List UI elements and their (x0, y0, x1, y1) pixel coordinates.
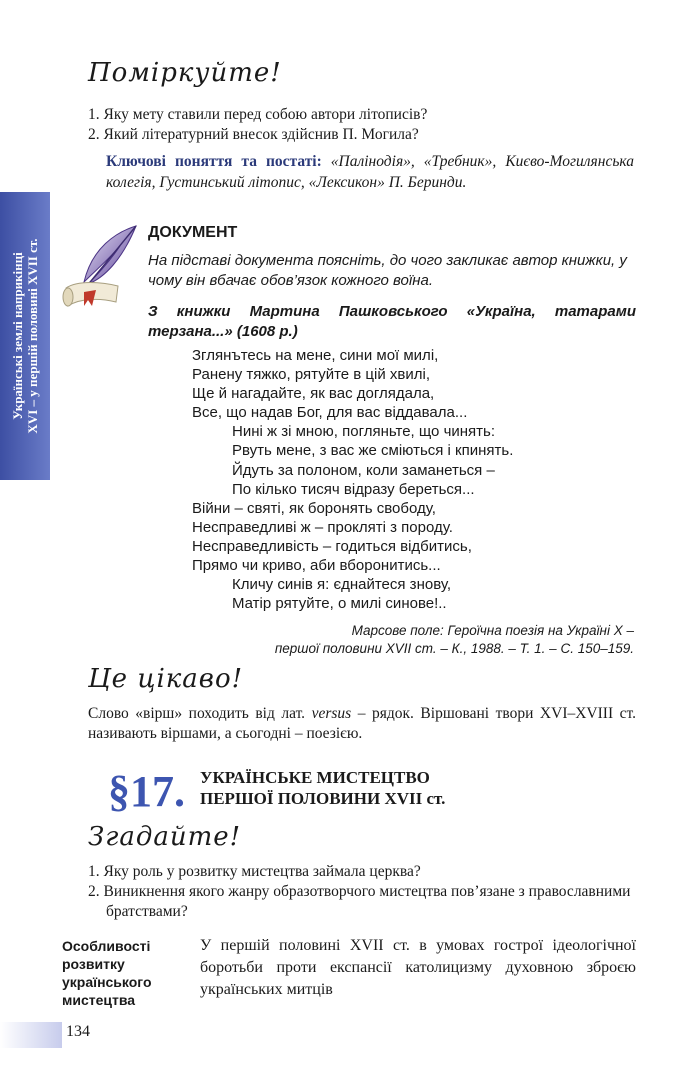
poem-line: Ще й нагадайте, як вас доглядала, (192, 385, 435, 403)
body-paragraph: У першій половині XVII ст. в умовах гострої ідеологічної боротьби проти експансії католицизму духовною зброєю українських митців (200, 937, 636, 998)
recall-question: 2. Виникнення якого жанру образотворчого мистецтва пов’язане з православними братствами? (88, 883, 631, 920)
poem-line: Ранену тяжко, рятуйте в цій хвилі, (192, 366, 430, 384)
recall-heading: Згадайте! (88, 822, 242, 852)
poem-line: По кілько тисяч відразу береться... (232, 480, 475, 498)
margin-note-line: мистецтва (62, 992, 136, 1008)
poem-line: Зглянътесь на мене, сини мої милі, (192, 347, 439, 364)
poem-line: Йдуть за полоном, коли заманеться – (232, 461, 495, 479)
margin-note (62, 937, 182, 1009)
citation-line: Марсове поле: Героїчна поезія на Україні X – (351, 623, 634, 638)
chapter-sidebar-line1: Українські землі наприкінці (10, 252, 25, 420)
poem-line: Прямо чи криво, аби вборонитись... (192, 557, 441, 575)
latin-word: versus (311, 705, 352, 722)
chapter-sidebar-line2: XVI – у першій половині XVII ст. (25, 238, 40, 434)
think-heading: Поміркуйте! (88, 58, 282, 88)
document-title: ДОКУМЕНТ (148, 224, 238, 241)
poem-line: Все, що надав Бог, для вас віддавала... (192, 404, 468, 422)
document-source: З книжки Мартина Пашковського «Україна, татарами терзана...» (1608 р.) (148, 303, 636, 340)
think-questions (88, 105, 648, 145)
citation-line: першої половини XVII ст. – К., 1988. – Т. 1. – С. 150–159. (274, 641, 634, 656)
poem-line: Рвуть мене, з вас же сміються і кпинять. (232, 442, 514, 460)
section-title-line: ПЕРШОЇ ПОЛОВИНИ XVII ст. (200, 789, 446, 808)
page-number: 134 (66, 1023, 90, 1040)
interesting-text-before: Слово «вірш» походить від лат. (88, 705, 312, 722)
think-question: 2. Який літературний внесок здійснив П. Могила? (88, 126, 419, 143)
poem (192, 346, 632, 613)
key-concepts-text: «Палінодія», «Требник», Києво-Могилянська колегія, Густинський літопис, «Лексикон» П. Беринди. (106, 153, 634, 191)
poem-line: Кличу синів я: єднайтеся знову, (232, 576, 451, 594)
interesting-text-after: – рядок. Віршовані твори XVI–XVIII ст. називають віршами, а сьогодні – поезією. (88, 705, 636, 742)
think-question: 1. Яку мету ставили перед собою автори літописів? (88, 106, 428, 123)
poem-line: Несправедливі ж – прокляті з породу. (192, 518, 453, 536)
interesting-text (88, 704, 636, 744)
key-concepts (106, 151, 634, 193)
section-number: §17. (108, 767, 185, 816)
key-concepts-label: Ключові поняття та постаті: (106, 153, 322, 170)
interesting-heading: Це цікаво! (88, 664, 244, 694)
section-title (200, 767, 620, 809)
margin-note-line: Особливості (62, 938, 151, 954)
quill-scroll-icon (58, 222, 142, 314)
poem-line: Матір рятуйте, о милі синове!.. (232, 595, 447, 613)
section-title-line: УКРАЇНСЬКЕ МИСТЕЦТВО (200, 768, 430, 787)
document-citation (170, 622, 634, 658)
document-task: На підставі документа поясніть, до чого закликає автор книжки, у чому він вбачає обов’язок кожного воїна. (148, 252, 627, 289)
margin-note-line: українського (62, 974, 152, 990)
page-number-bar (0, 1022, 62, 1048)
recall-question: 1. Яку роль у розвитку мистецтва займала церква? (88, 863, 421, 880)
poem-line: Війни – святі, як боронять свободу, (192, 499, 436, 517)
chapter-sidebar-text (10, 196, 40, 476)
chapter-sidebar (0, 192, 50, 480)
poem-line: Несправедливість – годиться відбитись, (192, 537, 472, 555)
margin-note-line: розвитку (62, 956, 125, 972)
poem-line: Нині ж зі мною, погляньте, що чинять: (232, 423, 496, 441)
recall-questions (88, 862, 648, 922)
